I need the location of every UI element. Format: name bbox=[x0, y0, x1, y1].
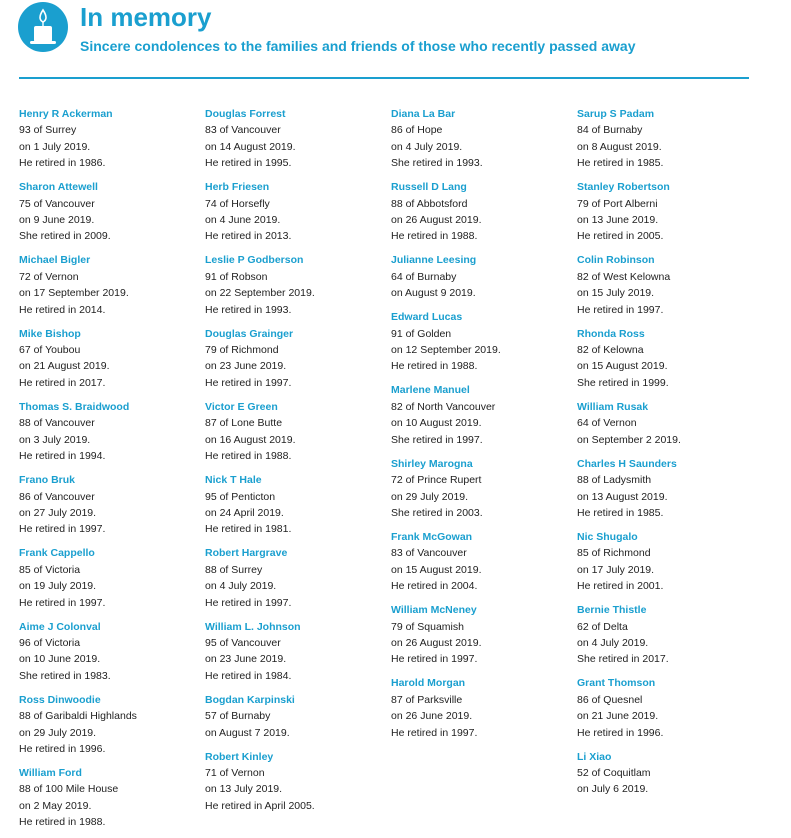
person-name: Grant Thomson bbox=[577, 677, 656, 690]
obituary-entry bbox=[577, 179, 757, 245]
age-location: 86 of Hope bbox=[391, 124, 443, 137]
age-location: 83 of Vancouver bbox=[205, 124, 281, 137]
age-location: 72 of Vernon bbox=[19, 270, 79, 283]
retirement-info: She retired in 1983. bbox=[19, 669, 111, 682]
obituary-column-1 bbox=[19, 106, 199, 838]
date-of-passing: on 15 August 2019. bbox=[577, 360, 668, 373]
obituary-entry bbox=[391, 382, 571, 448]
age-location: 79 of Squamish bbox=[391, 620, 464, 633]
date-of-passing: on 10 August 2019. bbox=[391, 417, 482, 430]
person-name: Diana La Bar bbox=[391, 108, 456, 120]
date-of-passing: on 14 August 2019. bbox=[205, 140, 296, 153]
header-divider bbox=[19, 77, 749, 79]
retirement-info: He retired in 1985. bbox=[577, 157, 664, 170]
age-location: 64 of Vernon bbox=[577, 417, 637, 430]
retirement-info: He retired in 1986. bbox=[19, 157, 106, 170]
person-name: Bogdan Karpinski bbox=[205, 693, 295, 706]
obituary-entry bbox=[205, 399, 385, 465]
age-location: 82 of West Kelowna bbox=[577, 270, 671, 283]
age-location: 86 of Vancouver bbox=[19, 490, 95, 503]
obituary-entry bbox=[19, 179, 199, 245]
date-of-passing: on September 2 2019. bbox=[577, 433, 681, 446]
date-of-passing: on 4 July 2019. bbox=[577, 636, 649, 649]
obituary-entry bbox=[391, 529, 571, 595]
age-location: 52 of Coquitlam bbox=[577, 766, 651, 779]
age-location: 84 of Burnaby bbox=[577, 124, 643, 137]
date-of-passing: on 26 August 2019. bbox=[391, 214, 482, 227]
date-of-passing: on 29 July 2019. bbox=[19, 726, 97, 739]
retirement-info: He retired in 1985. bbox=[577, 506, 664, 519]
date-of-passing: on 4 June 2019. bbox=[205, 214, 281, 227]
retirement-info: She retired in 2003. bbox=[391, 506, 483, 519]
age-location: 87 of Lone Butte bbox=[205, 417, 283, 430]
candle-icon-graphic bbox=[18, 2, 68, 52]
obituary-column-4 bbox=[577, 106, 757, 805]
person-name: Frank McGowan bbox=[391, 530, 473, 543]
person-name: Robert Hargrave bbox=[205, 547, 288, 560]
age-location: 75 of Vancouver bbox=[19, 197, 95, 210]
person-name: Li Xiao bbox=[577, 750, 612, 763]
date-of-passing: on 13 June 2019. bbox=[577, 214, 659, 227]
header bbox=[18, 2, 758, 62]
person-name: Nick T Hale bbox=[205, 474, 262, 487]
obituary-entry bbox=[391, 252, 571, 301]
obituary-entry bbox=[19, 692, 199, 758]
person-name: Herb Friesen bbox=[205, 181, 270, 194]
obituary-entry bbox=[19, 619, 199, 685]
retirement-info: He retired in 1984. bbox=[205, 669, 292, 682]
age-location: 67 of Youbou bbox=[19, 344, 81, 357]
person-name: Bernie Thistle bbox=[577, 604, 647, 617]
age-location: 95 of Penticton bbox=[205, 490, 276, 503]
person-name: Leslie P Godberson bbox=[205, 254, 304, 267]
retirement-info: He retired in 1988. bbox=[391, 360, 478, 373]
person-name: Douglas Forrest bbox=[205, 108, 286, 120]
retirement-info: He retired in 1981. bbox=[205, 523, 292, 536]
age-location: 96 of Victoria bbox=[19, 636, 81, 649]
person-name: Henry R Ackerman bbox=[19, 108, 113, 120]
obituary-entry bbox=[577, 399, 757, 448]
obituary-entry bbox=[577, 675, 757, 741]
retirement-info: He retired in 1997. bbox=[19, 523, 106, 536]
obituary-entry bbox=[577, 749, 757, 798]
obituary-entry bbox=[19, 545, 199, 611]
person-name: Edward Lucas bbox=[391, 311, 463, 324]
retirement-info: He retired in 1988. bbox=[205, 450, 292, 463]
obituary-entry bbox=[205, 106, 385, 172]
age-location: 57 of Burnaby bbox=[205, 710, 271, 723]
obituary-entry bbox=[19, 765, 199, 831]
obituary-entry bbox=[577, 602, 757, 668]
date-of-passing: on August 9 2019. bbox=[391, 287, 476, 300]
age-location: 71 of Vernon bbox=[205, 766, 265, 779]
person-name: Rhonda Ross bbox=[577, 327, 645, 340]
age-location: 88 of Garibaldi Highlands bbox=[19, 710, 137, 723]
obituary-entry bbox=[391, 309, 571, 375]
person-name: Nic Shugalo bbox=[577, 530, 638, 543]
date-of-passing: on 16 August 2019. bbox=[205, 433, 296, 446]
person-name: Ross Dinwoodie bbox=[19, 693, 101, 706]
age-location: 91 of Golden bbox=[391, 327, 452, 340]
age-location: 86 of Quesnel bbox=[577, 693, 643, 706]
retirement-info: He retired in 1995. bbox=[205, 157, 292, 170]
obituary-entry bbox=[205, 252, 385, 318]
retirement-info: He retired in 2001. bbox=[577, 580, 664, 593]
date-of-passing: on 3 July 2019. bbox=[19, 433, 91, 446]
date-of-passing: on July 6 2019. bbox=[577, 783, 649, 796]
age-location: 88 of 100 Mile House bbox=[19, 783, 119, 796]
obituary-entry bbox=[205, 749, 385, 815]
date-of-passing: on 26 June 2019. bbox=[391, 710, 473, 723]
obituary-entry bbox=[577, 529, 757, 595]
retirement-info: He retired in 2005. bbox=[577, 230, 664, 243]
retirement-info: She retired in 1993. bbox=[391, 157, 483, 170]
date-of-passing: on 9 June 2019. bbox=[19, 214, 95, 227]
date-of-passing: on 15 August 2019. bbox=[391, 563, 482, 576]
obituary-entry bbox=[391, 106, 571, 172]
person-name: Victor E Green bbox=[205, 400, 278, 413]
person-name: Sarup S Padam bbox=[577, 108, 655, 120]
person-name: Shirley Marogna bbox=[391, 457, 473, 470]
obituary-entry bbox=[19, 399, 199, 465]
person-name: Julianne Leesing bbox=[391, 254, 477, 267]
person-name: William Ford bbox=[19, 766, 82, 779]
date-of-passing: on 21 June 2019. bbox=[577, 710, 659, 723]
obituary-entry bbox=[577, 456, 757, 522]
obituary-entry bbox=[205, 545, 385, 611]
date-of-passing: on 29 July 2019. bbox=[391, 490, 469, 503]
age-location: 87 of Parksville bbox=[391, 693, 463, 706]
candle-icon bbox=[18, 2, 68, 52]
date-of-passing: on 17 September 2019. bbox=[19, 287, 129, 300]
date-of-passing: on 22 September 2019. bbox=[205, 287, 315, 300]
age-location: 72 of Prince Rupert bbox=[391, 474, 482, 487]
age-location: 79 of Richmond bbox=[205, 344, 279, 357]
person-name: William McNeney bbox=[391, 604, 477, 617]
person-name: Frank Cappello bbox=[19, 547, 95, 560]
obituary-entry bbox=[19, 472, 199, 538]
retirement-info: She retired in 1999. bbox=[577, 376, 669, 389]
retirement-info: He retired in 1988. bbox=[19, 816, 106, 829]
retirement-info: He retired in 1997. bbox=[19, 596, 106, 609]
retirement-info: He retired in 1996. bbox=[577, 726, 664, 739]
age-location: 74 of Horsefly bbox=[205, 197, 270, 210]
date-of-passing: on 26 August 2019. bbox=[391, 636, 482, 649]
retirement-info: He retired in 1997. bbox=[391, 726, 478, 739]
obituary-entry bbox=[577, 326, 757, 392]
obituary-entry bbox=[19, 106, 199, 172]
obituary-entry bbox=[391, 179, 571, 245]
date-of-passing: on August 7 2019. bbox=[205, 726, 290, 739]
age-location: 88 of Vancouver bbox=[19, 417, 95, 430]
person-name: Thomas S. Braidwood bbox=[19, 400, 130, 413]
obituary-entry bbox=[577, 252, 757, 318]
retirement-info: He retired in 1997. bbox=[205, 596, 292, 609]
obituary-entry bbox=[391, 602, 571, 668]
date-of-passing: on 21 August 2019. bbox=[19, 360, 110, 373]
date-of-passing: on 4 July 2019. bbox=[391, 140, 463, 153]
obituary-entry bbox=[205, 619, 385, 685]
date-of-passing: on 24 April 2019. bbox=[205, 506, 284, 519]
person-name: Charles H Saunders bbox=[577, 457, 677, 470]
person-name: William L. Johnson bbox=[205, 620, 301, 633]
retirement-info: She retired in 1997. bbox=[391, 433, 483, 446]
obituary-column-3 bbox=[391, 106, 571, 749]
person-name: Mike Bishop bbox=[19, 327, 81, 340]
retirement-info: He retired in 2014. bbox=[19, 303, 106, 316]
date-of-passing: on 15 July 2019. bbox=[577, 287, 655, 300]
date-of-passing: on 27 July 2019. bbox=[19, 506, 97, 519]
obituary-entry bbox=[391, 456, 571, 522]
age-location: 62 of Delta bbox=[577, 620, 628, 633]
obituary-entry bbox=[19, 252, 199, 318]
date-of-passing: on 12 September 2019. bbox=[391, 344, 501, 357]
person-name: Robert Kinley bbox=[205, 750, 274, 763]
date-of-passing: on 4 July 2019. bbox=[205, 580, 277, 593]
date-of-passing: on 19 July 2019. bbox=[19, 580, 97, 593]
retirement-info: He retired in 1997. bbox=[577, 303, 664, 316]
person-name: Marlene Manuel bbox=[391, 384, 470, 397]
age-location: 91 of Robson bbox=[205, 270, 268, 283]
retirement-info: She retired in 2009. bbox=[19, 230, 111, 243]
obituary-entry bbox=[205, 692, 385, 741]
date-of-passing: on 13 July 2019. bbox=[205, 783, 283, 796]
person-name: Douglas Grainger bbox=[205, 327, 294, 340]
retirement-info: He retired in April 2005. bbox=[205, 799, 315, 812]
retirement-info: He retired in 1993. bbox=[205, 303, 292, 316]
age-location: 93 of Surrey bbox=[19, 124, 77, 137]
date-of-passing: on 17 July 2019. bbox=[577, 563, 655, 576]
date-of-passing: on 1 July 2019. bbox=[19, 140, 91, 153]
person-name: Colin Robinson bbox=[577, 254, 655, 267]
retirement-info: He retired in 2004. bbox=[391, 580, 478, 593]
age-location: 85 of Richmond bbox=[577, 547, 651, 560]
person-name: Frano Bruk bbox=[19, 474, 76, 487]
age-location: 83 of Vancouver bbox=[391, 547, 467, 560]
date-of-passing: on 8 August 2019. bbox=[577, 140, 662, 153]
obituary-entry bbox=[205, 179, 385, 245]
retirement-info: He retired in 2017. bbox=[19, 376, 106, 389]
retirement-info: He retired in 1988. bbox=[391, 230, 478, 243]
retirement-info: He retired in 1996. bbox=[19, 742, 106, 755]
person-name: William Rusak bbox=[577, 400, 649, 413]
person-name: Aime J Colonval bbox=[19, 620, 101, 633]
person-name: Michael Bigler bbox=[19, 254, 91, 267]
date-of-passing: on 23 June 2019. bbox=[205, 653, 287, 666]
person-name: Sharon Attewell bbox=[19, 181, 98, 194]
age-location: 88 of Ladysmith bbox=[577, 474, 652, 487]
page-subtitle: Sincere condolences to the families and friends of those who recently passed away bbox=[80, 38, 636, 54]
age-location: 88 of Abbotsford bbox=[391, 197, 468, 210]
date-of-passing: on 2 May 2019. bbox=[19, 799, 92, 812]
obituary-column-2 bbox=[205, 106, 385, 822]
person-name: Harold Morgan bbox=[391, 677, 466, 690]
retirement-info: She retired in 2017. bbox=[577, 653, 669, 666]
obituary-entry bbox=[391, 675, 571, 741]
age-location: 82 of North Vancouver bbox=[391, 400, 496, 413]
page-title: In memory bbox=[80, 2, 212, 32]
age-location: 85 of Victoria bbox=[19, 563, 81, 576]
age-location: 79 of Port Alberni bbox=[577, 197, 658, 210]
obituary-entry bbox=[205, 326, 385, 392]
obituary-entry bbox=[19, 326, 199, 392]
date-of-passing: on 10 June 2019. bbox=[19, 653, 101, 666]
obituary-entry bbox=[205, 472, 385, 538]
retirement-info: He retired in 1997. bbox=[205, 376, 292, 389]
age-location: 64 of Burnaby bbox=[391, 270, 457, 283]
obituary-entry bbox=[577, 106, 757, 172]
person-name: Stanley Robertson bbox=[577, 181, 670, 194]
date-of-passing: on 23 June 2019. bbox=[205, 360, 287, 373]
age-location: 95 of Vancouver bbox=[205, 636, 281, 649]
age-location: 82 of Kelowna bbox=[577, 344, 644, 357]
person-name: Russell D Lang bbox=[391, 181, 467, 194]
retirement-info: He retired in 2013. bbox=[205, 230, 292, 243]
date-of-passing: on 13 August 2019. bbox=[577, 490, 668, 503]
retirement-info: He retired in 1997. bbox=[391, 653, 478, 666]
retirement-info: He retired in 1994. bbox=[19, 450, 106, 463]
age-location: 88 of Surrey bbox=[205, 563, 263, 576]
